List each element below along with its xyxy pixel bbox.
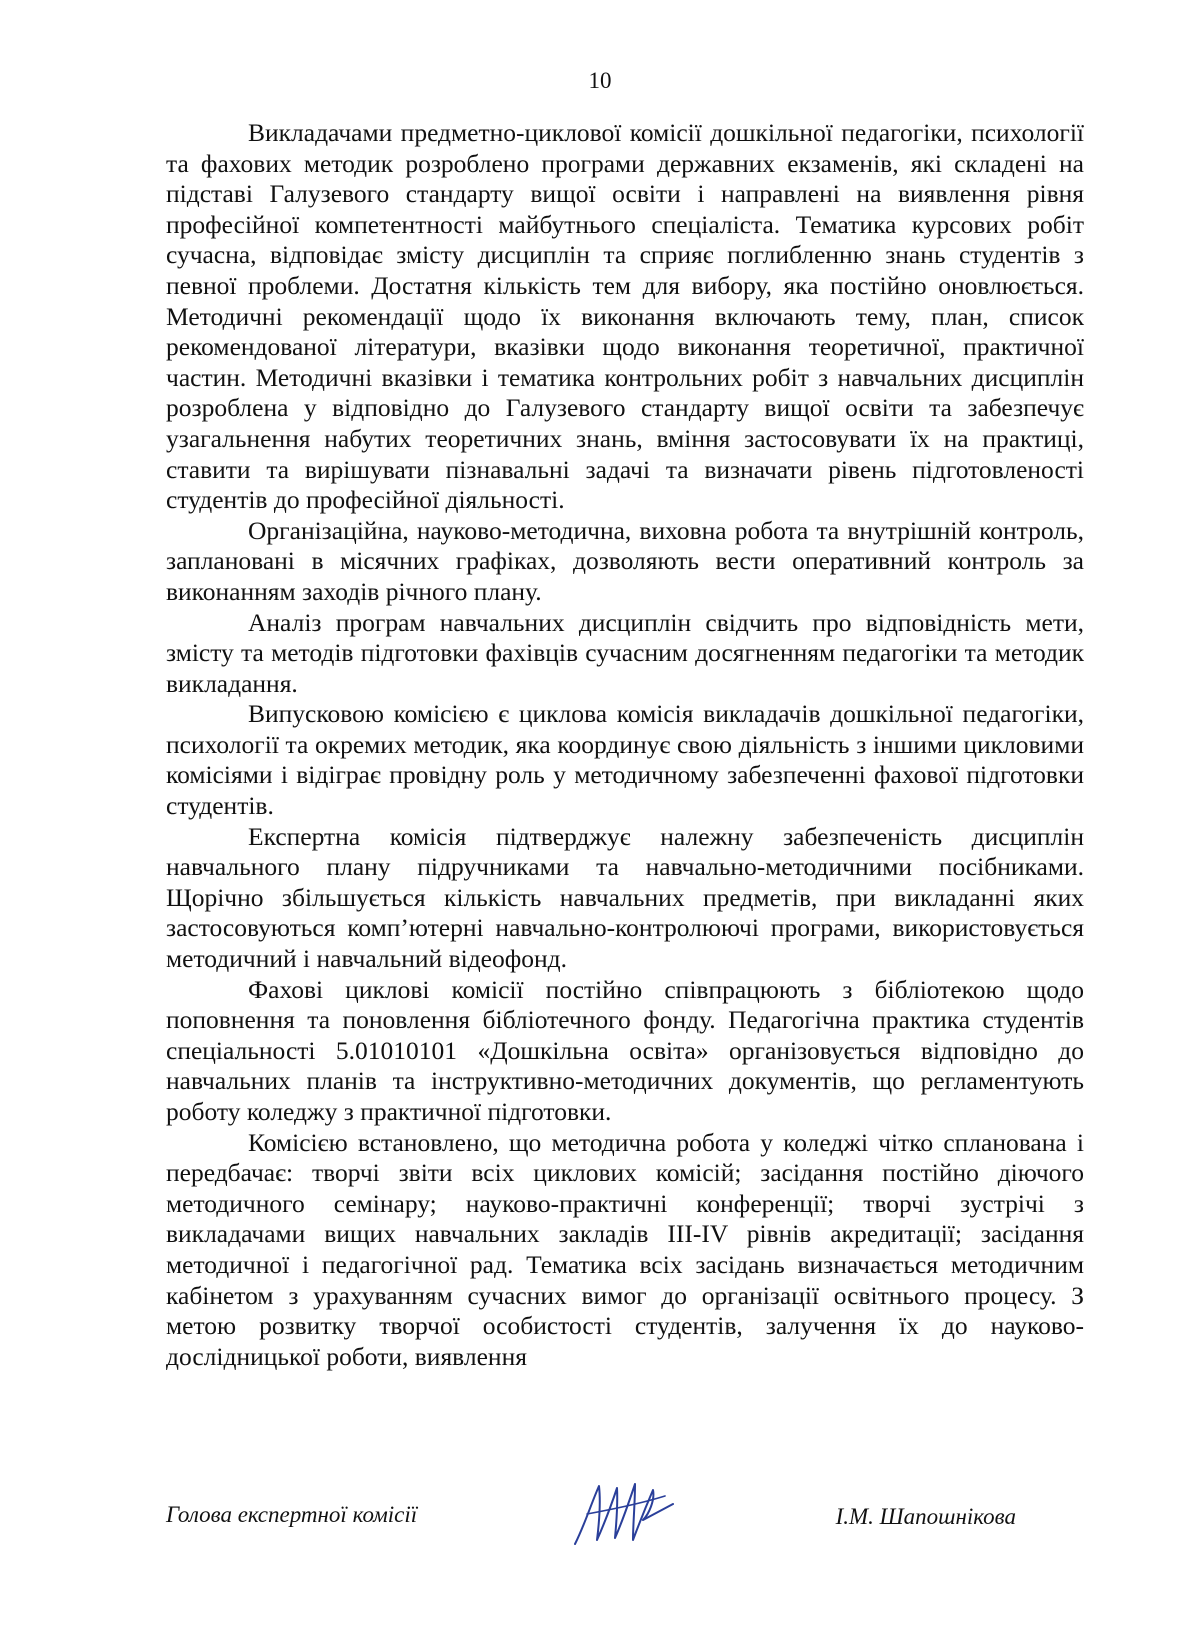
paragraph: Фахові циклові комісії постійно співпрацюють з бібліотекою щодо поповнення та поновлення бібліотечного фонду. Педагогічна практика студентів спеціальності 5.01010101 «Дошкільна освіта» організовується відповідно до навчальних планів та інструктивно-методичних документів, що регламентують роботу коледжу з практичної підготовки. xyxy=(166,974,1084,1126)
paragraph: Викладачами предметно-циклової комісії дошкільної педагогіки, психології та фахових методик розроблено програми державних екзаменів, які складені на підставі Галузевого стандарту вищої освіти і направлені на виявлення рівня професійної компетентності майбутнього спеціаліста. Тематика курсових робіт сучасна, відповідає змісту дисциплін та сприяє поглибленню знань студентів з певної проблеми. Достатня кількість тем для вибору, яка постійно оновлюється. Методичні рекомендації щодо їх виконання включають тему, план, список рекомендованої літератури, вказівки щодо виконання теоретичної, практичної частин. Методичні вказівки і тематика контрольних робіт з навчальних дисциплін розроблена у відповідно до Галузевого стандарту вищої освіти та забезпечує узагальнення набутих теоретичних знань, вміння застосовувати їх на практиці, ставити та вирішувати пізнавальні задачі та визначати рівень підготовленості студентів до професійної діяльності. xyxy=(166,118,1084,515)
paragraph: Організаційна, науково-методична, виховна робота та внутрішній контроль, заплановані в місячних графіках, дозволяють вести оперативний контроль за виконанням заходів річного плану. xyxy=(166,515,1084,606)
paragraph: Аналіз програм навчальних дисциплін свідчить про відповідність мети, змісту та методів підготовки фахівців сучасним досягненням педагогіки та методик викладання. xyxy=(166,607,1084,698)
commission-head-name: І.М. Шапошнікова xyxy=(835,1504,1016,1529)
paragraph: Комісією встановлено, що методична робота у коледжі чітко спланована і передбачає: творчі звіти всіх циклових комісій; засідання постійно діючого методичного семінару; науково-практичні конференції; творчі зустрічі з викладачами вищих навчальних закладів III-IV рівнів акредитації; засідання методичної і педагогічної рад. Тематика всіх засідань визначається методичним кабінетом з урахуванням сучасних вимог до організації освітнього процесу. З метою розвитку творчої особистості студентів, залучення їх до науково-дослідницької роботи, виявлення xyxy=(166,1127,1084,1371)
page-number: 10 xyxy=(588,68,612,93)
document-body xyxy=(166,118,1084,1372)
signature-image xyxy=(569,1474,679,1554)
commission-head-title: Голова експертної комісії xyxy=(166,1502,418,1527)
paragraph: Експертна комісія підтверджує належну забезпеченість дисциплін навчального плану підручниками та навчально-методичними посібниками. Щорічно збільшується кількість навчальних предметів, при викладанні яких застосовуються комп’ютерні навчально-контролюючі програми, використовується методичний і навчальний відеофонд. xyxy=(166,821,1084,974)
signature-block xyxy=(166,1502,1084,1572)
paragraph: Випусковою комісією є циклова комісія викладачів дошкільної педагогіки, психології та окремих методик, яка координує свою діяльність з іншими цикловими комісіями і відіграє провідну роль у методичному забезпеченні фахової підготовки студентів. xyxy=(166,699,1084,821)
